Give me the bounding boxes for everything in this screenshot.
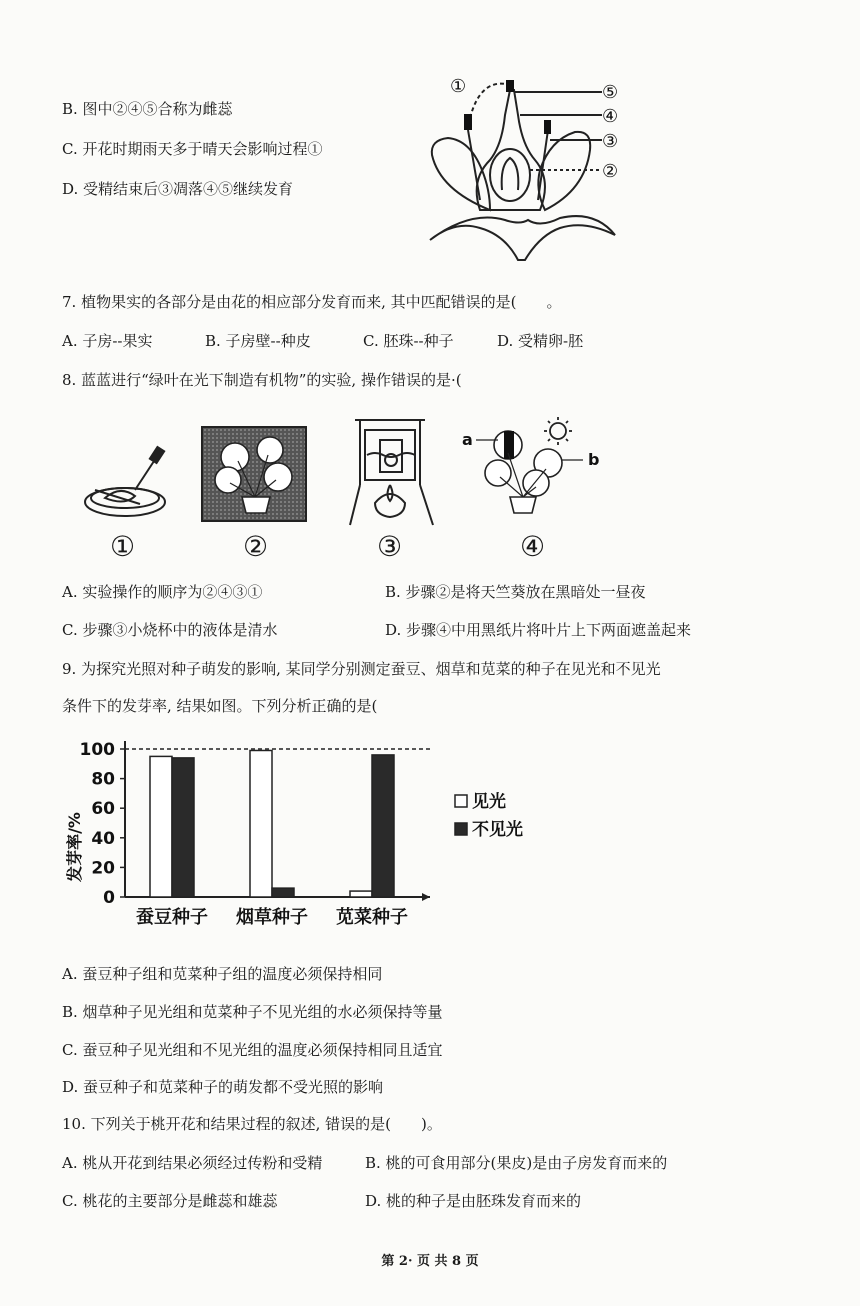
q8-option-d: D. 步骤④中用黑纸片将叶片上下两面遮盖起来 — [385, 621, 692, 639]
flower-diagram — [410, 70, 640, 270]
experiment-step-3 — [345, 415, 440, 530]
q7-option-d: D. 受精卵-胚 — [497, 332, 584, 350]
fig-number-4: ④ — [520, 530, 546, 563]
q8-stem: 8. 蓝蓝进行“绿叶在光下制造有机物”的实验, 操作错误的是·( — [62, 371, 462, 389]
q8-option-b: B. 步骤②是将天竺葵放在黑暗处一昼夜 — [385, 583, 646, 601]
y-tick-label: 80 — [91, 769, 115, 790]
flower-label-4: ④ — [602, 106, 619, 127]
x-tick-label: 蚕豆种子 — [136, 907, 208, 928]
bar — [350, 891, 372, 897]
flower-label-2: ② — [602, 161, 619, 182]
bar — [172, 758, 194, 897]
y-tick-label: 20 — [91, 858, 115, 879]
y-axis-label: 发芽率/% — [65, 812, 84, 882]
page-footer: 第 2· 页 共 8 页 — [381, 1254, 479, 1269]
leaf-label-a: a — [462, 430, 473, 449]
y-tick-label: 100 — [79, 740, 115, 760]
fig-number-2: ② — [243, 530, 269, 563]
legend-swatch — [455, 823, 467, 835]
x-tick-label: 烟草种子 — [236, 907, 308, 928]
q8-option-c: C. 步骤③小烧杯中的液体是清水 — [62, 621, 278, 639]
q6-option-d: D. 受精结束后③凋落④⑤继续发育 — [62, 180, 294, 198]
experiment-step-1 — [80, 440, 190, 530]
fig-number-1: ① — [110, 530, 136, 563]
q9-option-d: D. 蚕豆种子和苋菜种子的萌发都不受光照的影响 — [62, 1078, 384, 1096]
flower-label-5: ⑤ — [602, 82, 619, 103]
q9-option-b: B. 烟草种子见光组和苋菜种子不见光组的水必须保持等量 — [62, 1003, 443, 1021]
q6-option-c: C. 开花时期雨天多于晴天会影响过程① — [62, 140, 323, 158]
leaf-label-b: b — [588, 450, 600, 469]
q9-stem-line1: 9. 为探究光照对种子萌发的影响, 某同学分别测定蚕豆、烟草和苋菜的种子在见光和不见光 — [62, 660, 661, 678]
x-axis-arrow — [422, 893, 430, 901]
bar — [372, 755, 394, 897]
y-tick-label: 0 — [103, 888, 115, 908]
flower-label-1: ① — [450, 76, 467, 97]
experiment-step-2 — [200, 425, 310, 525]
y-tick-label: 40 — [91, 828, 115, 849]
q9-stem-line2: 条件下的发芽率, 结果如图。下列分析正确的是( — [62, 697, 378, 715]
q6-option-b: B. 图中②④⑤合称为雌蕊 — [62, 100, 233, 118]
q9-option-a: A. 蚕豆种子组和苋菜种子组的温度必须保持相同 — [62, 965, 383, 983]
flower-label-3: ③ — [602, 131, 619, 152]
q10-option-d: D. 桃的种子是由胚珠发育而来的 — [365, 1192, 582, 1210]
q8-option-a: A. 实验操作的顺序为②④③① — [62, 583, 263, 601]
germination-bar-chart — [60, 725, 560, 935]
q7-option-a: A. 子房--果实 — [62, 332, 153, 350]
q9-option-c: C. 蚕豆种子见光组和不见光组的温度必须保持相同且适宜 — [62, 1041, 443, 1059]
experiment-step-4 — [458, 415, 608, 525]
q10-stem: 10. 下列关于桃开花和结果过程的叙述, 错误的是( )。 — [62, 1115, 442, 1133]
legend-swatch — [455, 795, 467, 807]
q10-option-b: B. 桃的可食用部分(果皮)是由子房发育而来的 — [365, 1154, 668, 1172]
bar — [272, 888, 294, 897]
q7-option-b: B. 子房壁--种皮 — [205, 332, 311, 350]
fig-number-3: ③ — [377, 530, 403, 563]
q10-option-a: A. 桃从开花到结果必须经过传粉和受精 — [62, 1154, 323, 1172]
q7-option-c: C. 胚珠--种子 — [363, 332, 454, 350]
legend-label: 不见光 — [472, 820, 523, 840]
legend-label: 见光 — [472, 792, 506, 812]
y-tick-label: 60 — [91, 799, 115, 820]
bar — [150, 756, 172, 897]
bar — [250, 750, 272, 897]
x-tick-label: 苋菜种子 — [336, 907, 408, 928]
q10-option-c: C. 桃花的主要部分是雌蕊和雄蕊 — [62, 1192, 278, 1210]
q7-stem: 7. 植物果实的各部分是由花的相应部分发育而来, 其中匹配错误的是( 。 — [62, 293, 562, 311]
